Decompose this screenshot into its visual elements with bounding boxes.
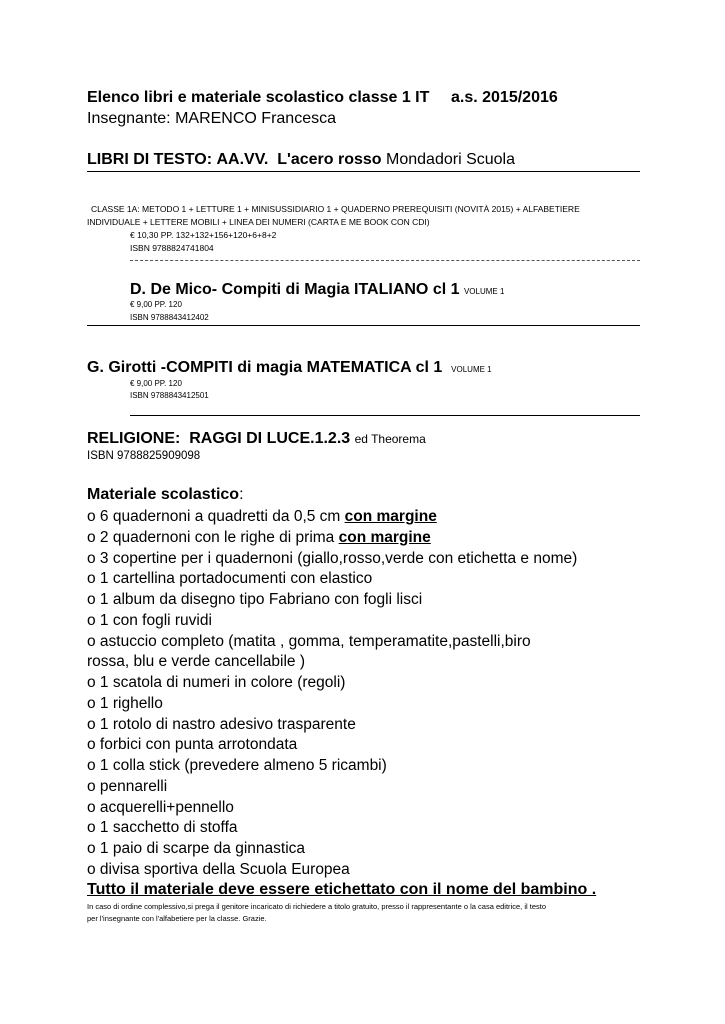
material-item <box>87 674 345 692</box>
school-year: a.s. 2015/2016 <box>451 89 558 106</box>
material-item-emphasis: con margine <box>338 528 431 546</box>
materials-colon: : <box>239 486 244 503</box>
divider <box>130 415 640 416</box>
material-item-text: o forbici con punta arrotondata <box>87 736 298 754</box>
material-item-text: o 1 sacchetto di stoffa <box>87 819 238 837</box>
material-item <box>87 716 356 734</box>
teacher-name: Insegnante: MARENCO Francesca <box>87 110 336 127</box>
materials-heading-line <box>87 486 244 504</box>
book2-title: D. De Mico- Compiti di Magia ITALIANO cl 1 <box>130 281 460 298</box>
material-item-text: o 3 copertine per i quadernoni (giallo,rosso,verde con etichetta e nome) <box>87 549 578 567</box>
material-item <box>87 570 372 588</box>
textbooks-desc-1: CLASSE 1A: METODO 1 + LETTURE 1 + MINISUSSIDIARIO 1 + QUADERNO PREREQUISITI (NOVITÀ 2015) + ALFABETIERE <box>91 204 580 214</box>
book2-volume: VOLUME 1 <box>463 287 505 296</box>
material-item-text: o 1 cartellina portadocumenti con elastico <box>87 570 373 588</box>
material-item-text: o divisa sportiva della Scuola Europea <box>87 860 350 878</box>
book3-isbn: ISBN 9788843412501 <box>130 391 209 400</box>
religion-title: RAGGI DI LUCE.1.2.3 <box>189 430 351 447</box>
book2-heading <box>130 281 504 299</box>
material-item-emphasis: con margine <box>344 508 437 525</box>
book3-volume: VOLUME 1 <box>451 365 492 374</box>
book2-price: € 9,00 PP. 120 <box>130 300 182 309</box>
textbooks-authors: AA.VV. <box>216 151 269 168</box>
material-item-text: o 1 colla stick (prevedere almeno 5 ricambi) <box>87 757 387 774</box>
material-item <box>87 653 305 671</box>
material-item-text: o 1 con fogli ruvidi <box>87 611 212 629</box>
material-item <box>87 840 305 858</box>
book3-price: € 9,00 PP. 120 <box>130 379 182 388</box>
textbooks-desc-2: INDIVIDUALE + LETTERE MOBILI + LINEA DEI NUMERI (CARTA E ME BOOK CON CDI) <box>87 217 430 227</box>
material-item <box>87 612 212 630</box>
material-item-text: o acquerelli+pennello <box>87 798 234 816</box>
material-item <box>87 861 350 879</box>
material-item <box>87 736 297 754</box>
materials-heading: Materiale scolastico <box>87 486 240 503</box>
divider <box>87 171 640 172</box>
material-item-text: rossa, blu e verde cancellabile ) <box>87 653 305 671</box>
footer-note-1: In caso di ordine complessivo,si prega il genitore incaricato di richiedere a titolo gratuito, presso il rappresentante o la casa editrice, il testo <box>87 902 546 911</box>
textbooks-title: L'acero rosso <box>277 151 382 168</box>
divider <box>87 325 640 326</box>
material-item <box>87 550 577 568</box>
material-item-text: o 1 album da disegno tipo Fabriano con fogli lisci <box>87 591 423 608</box>
textbooks-isbn: ISBN 9788824741804 <box>130 243 214 253</box>
material-item-text: o 1 righello <box>87 694 163 712</box>
material-item <box>87 757 387 775</box>
material-item <box>87 529 431 547</box>
doc-title: Elenco libri e materiale scolastico classe 1 IT <box>87 89 430 106</box>
dashed-divider <box>130 260 640 261</box>
material-item-text: o 1 rotolo di nastro adesivo trasparente <box>87 715 356 733</box>
material-item <box>87 695 163 713</box>
material-item <box>87 633 531 651</box>
material-item-text: o astuccio completo (matita , gomma, temperamatite,pastelli,biro <box>87 632 531 650</box>
material-item-text: o 1 paio di scarpe da ginnastica <box>87 840 306 857</box>
book2-isbn: ISBN 9788843412402 <box>130 313 209 322</box>
religion-publisher: ed Theorema <box>354 432 426 446</box>
material-item-text: o 2 quadernoni con le righe di prima <box>87 528 339 546</box>
textbooks-line <box>87 151 515 169</box>
material-item <box>87 819 238 837</box>
religion-heading <box>87 430 426 448</box>
material-item-text: o 1 scatola di numeri in colore (regoli) <box>87 674 346 691</box>
textbooks-price: € 10,30 PP. 132+132+156+120+6+8+2 <box>130 230 277 240</box>
material-item <box>87 591 422 609</box>
material-item-text: o pennarelli <box>87 777 168 795</box>
book3-title: G. Girotti -COMPITI di magia MATEMATICA cl 1 <box>87 359 443 376</box>
religion-isbn: ISBN 9788825909098 <box>87 450 201 462</box>
textbooks-publisher: Mondadori Scuola <box>386 151 515 168</box>
book3-heading <box>87 359 492 377</box>
labeling-notice: Tutto il materiale deve essere etichettato con il nome del bambino . <box>87 881 597 898</box>
material-item <box>87 508 437 526</box>
religion-label: RELIGIONE: <box>87 430 181 447</box>
textbooks-heading: LIBRI DI TESTO: <box>87 151 213 168</box>
footer-note-2: per l'insegnante con l'alfabetiere per la classe. Grazie. <box>87 914 267 923</box>
material-item <box>87 799 234 817</box>
material-item-text: o 6 quadernoni a quadretti da 0,5 cm <box>87 508 345 525</box>
material-item <box>87 778 167 796</box>
